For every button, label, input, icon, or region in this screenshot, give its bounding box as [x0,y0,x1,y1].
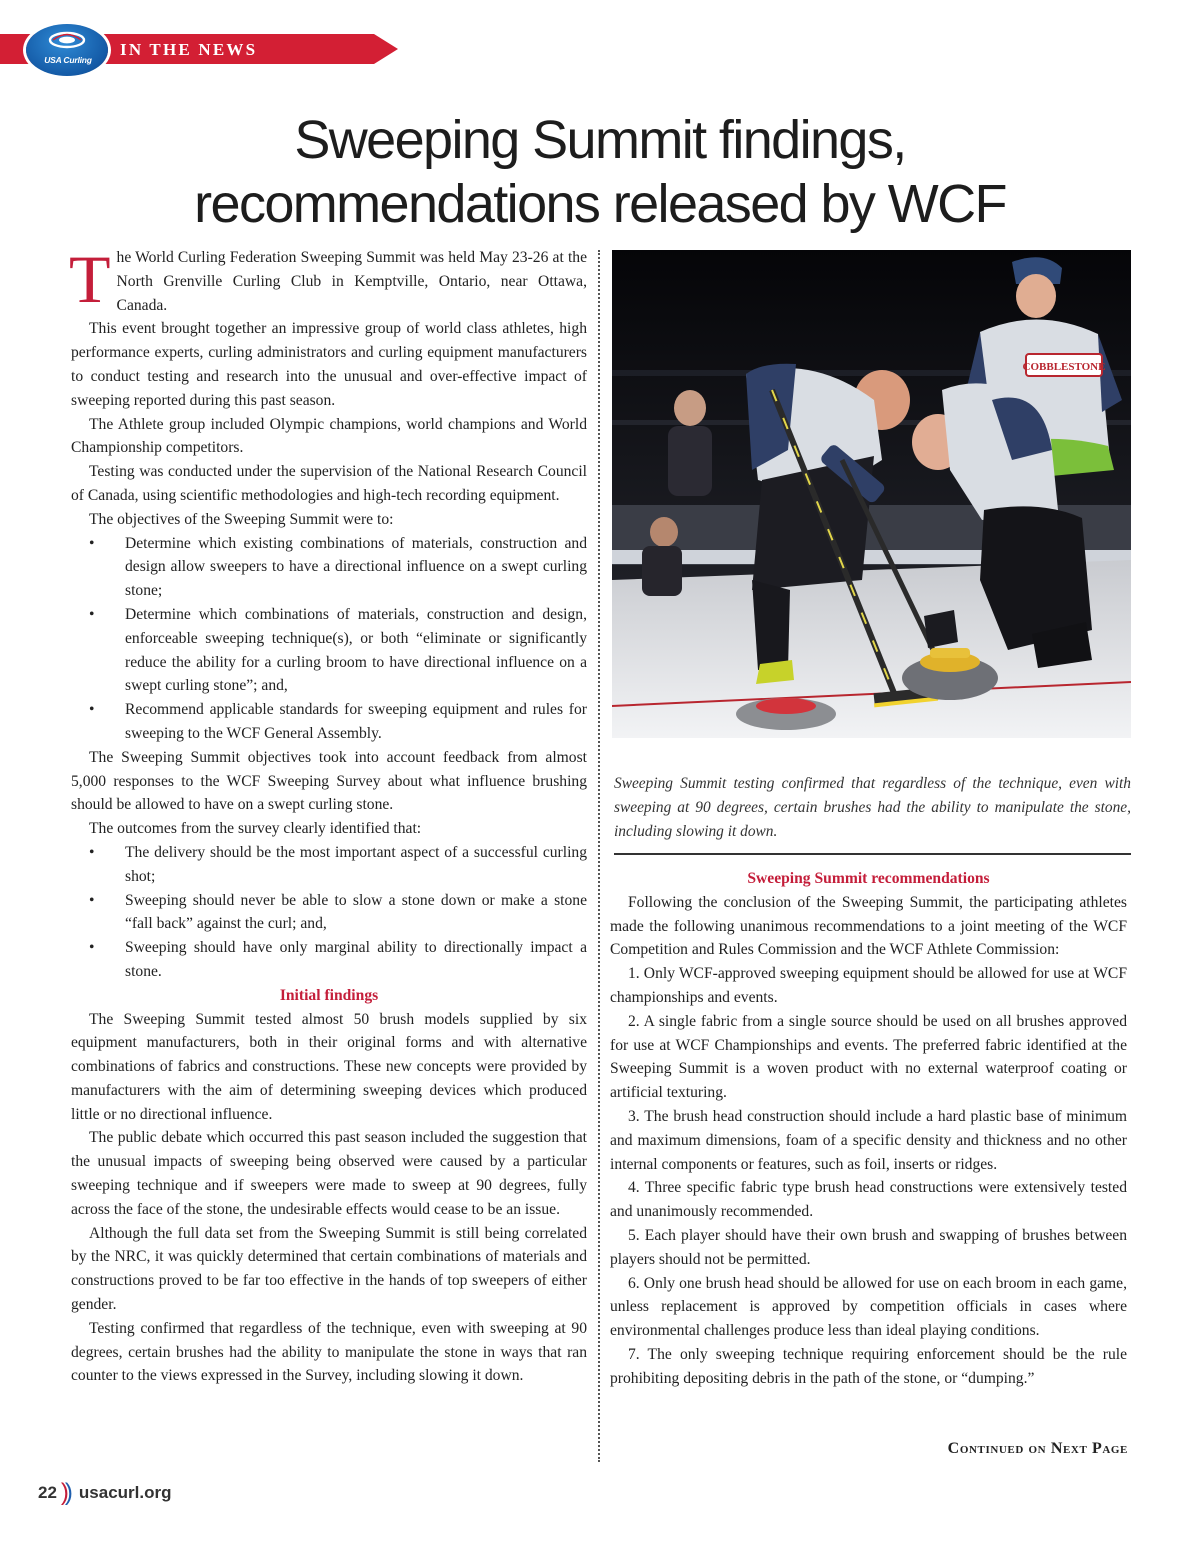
objectives-list [71,532,587,746]
intro-paragraph: The World Curling Federation Sweeping Summit was held May 23-26 at the North Grenville Curling Club in Kemptville, Ontario, near Ottawa, Canada. [69,241,587,317]
drop-cap: T [69,241,111,317]
photo-caption: Sweeping Summit testing confirmed that regardless of the technique, even with sweeping at 90 degrees, certain brushes had the ability to manipulate the stone, including slowing it down. [614,775,1131,840]
paragraph: The public debate which occurred this past season included the suggestion that the unusual impacts of sweeping being observed were caused by a particular sweeping technique and if sweepers were made to sweep at 90 degrees, fully across the face of the stone, the undesirable effects would cease to be an issue. [71,1129,587,1218]
bullet-icon: • [89,605,95,623]
list-item: • Recommend applicable standards for sweeping equipment and rules for sweeping to the WCF General Assembly. [71,698,587,746]
paragraph: Testing confirmed that regardless of the technique, even with sweeping at 90 degrees, certain brushes had the ability to manipulate the stone in ways that ran counter to the views expressed in the Survey, including slowing it down. [71,1319,587,1385]
article-photo [612,250,1131,738]
page-footer [38,1476,172,1510]
jersey-logo-text: COBBLESTONE [1022,361,1106,373]
bullet-icon: • [89,891,95,909]
folio-brackets-icon: )) [60,1479,69,1506]
article-title [100,108,1100,236]
paragraph: The Sweeping Summit objectives took into account feedback from almost 5,000 responses to the WCF Sweeping Survey about what influence brushing should be allowed to have on a swept curling stone. [71,748,587,814]
title-line-1: Sweeping Summit findings, [294,110,906,170]
paragraph: Testing was conducted under the supervision of the National Research Council of Canada, using scientific methodologies and high-tech recording equipment. [71,463,587,504]
recommendation-item: 3. The brush head construction should include a hard plastic base of minimum and maximum dimensions, foam of a specific density and thickness and no other internal components or features, such as foil, inserts or ridges. [610,1107,1127,1173]
outcomes-list [71,841,587,984]
bullet-icon: • [89,939,95,957]
list-item: • The delivery should be the most important aspect of a successful curling shot; [71,841,587,889]
list-item: • Sweeping should never be able to slow a stone down or make a stone “fall back” against the curl; and, [71,889,587,937]
continued-on-next-page: Continued on Next Page [947,1440,1128,1457]
list-item: • Sweeping should have only marginal ability to directionally impact a stone. [71,936,587,984]
paragraph: Following the conclusion of the Sweeping Summit, the participating athletes made the following unanimous recommendations to a joint meeting of the WCF Competition and Rules Commission and the WCF Athlete Commission: [610,893,1127,959]
list-item: • Determine which combinations of materials, construction and design, enforceable sweeping technique(s), or both “eliminate or significantly reduce the ability for a curling broom to have directional influence on a swept curling stone”; and, [71,603,587,698]
bullet-icon: • [89,843,95,861]
section-label: IN THE NEWS [120,40,258,59]
left-column [69,241,587,1388]
subhead-initial-findings: Initial findings [279,986,379,1004]
curling-stone-logo-icon [47,31,87,49]
paragraph: The outcomes from the survey clearly identified that: [89,820,422,838]
page-number: 22 [38,1483,57,1502]
curling-sweepers-illustration [612,250,1131,738]
recommendation-item: 7. The only sweeping technique requiring enforcement should be the rule prohibiting depositing debris in the path of the stone, or “dumping.” [610,1345,1127,1387]
caption-rule [614,853,1131,855]
recommendation-item: 2. A single fabric from a single source should be used on all brushes approved for use at WCF Championships and events. The preferred fabric identified at the Sweeping Summit is a woven product with no external waterproof coating or artificial texturing. [610,1012,1127,1102]
recommendation-item: 6. Only one brush head should be allowed for use on each broom in each game, unless replacement is approved by competition officials in cases where environmental challenges produce less than ideal playing conditions. [610,1274,1127,1340]
paragraph: Although the full data set from the Sweeping Summit is still being correlated by the NRC, it was quickly determined that certain combinations of materials and constructions proved to be far too effective in the hands of top sweepers of either gender. [71,1224,587,1314]
subhead-recommendations: Sweeping Summit recommendations [747,870,990,887]
paragraph: The objectives of the Sweeping Summit were to: [89,510,394,528]
list-item: • Determine which existing combinations of materials, construction and design allow sweepers to have a directional influence on a swept curling stone; [71,532,587,603]
recommendation-item: 4. Three specific fabric type brush head constructions were extensively tested and unanimously recommended. [610,1179,1127,1221]
bullet-icon: • [89,534,95,552]
bullet-icon: • [89,701,95,719]
recommendation-item: 5. Each player should have their own brush and swapping of brushes between players should not be permitted. [610,1226,1127,1268]
paragraph: The Sweeping Summit tested almost 50 brush models supplied by six equipment manufacturers, both in their original forms and with alternative combinations of fabrics and constructions. These new concepts were provided by manufacturers with the aim of determining sweeping devices which produced little or no directional influence. [71,1010,587,1123]
site-url: usacurl.org [78,1483,172,1502]
paragraph: The Athlete group included Olympic champions, world champions and World Championship competitors. [71,415,587,457]
right-column [610,867,1127,1391]
column-divider [598,250,600,1462]
recommendation-item: 1. Only WCF-approved sweeping equipment should be allowed for use at WCF championships and events. [610,965,1127,1006]
paragraph: This event brought together an impressive group of world class athletes, high performance experts, curling administrators and curling equipment manufacturers to conduct testing and research into the unusual and over-effective impact of sweeping reported during this past season. [71,320,587,409]
title-line-2: recommendations released by WCF [194,174,1006,234]
logo-text: USA Curling [44,55,92,65]
